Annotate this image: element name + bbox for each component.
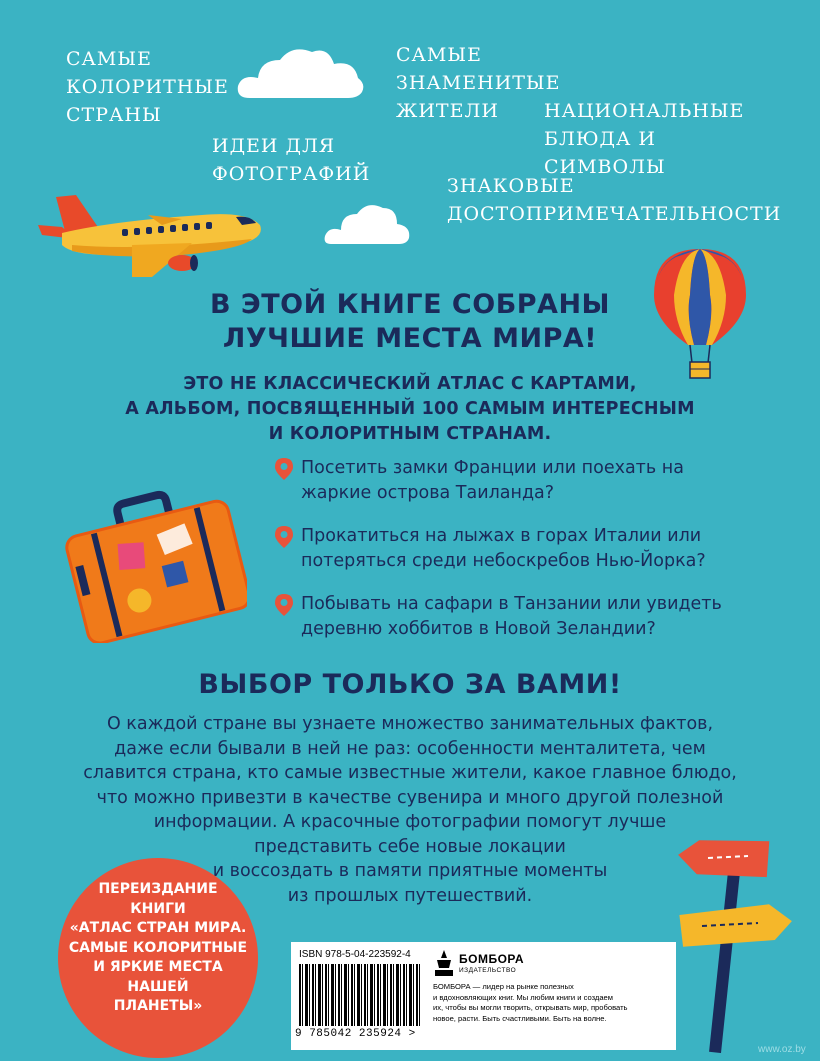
description-line: славится страна, кто самые известные жители, какое главное блюдо, [83,763,737,783]
topic-photo-ideas: ИДЕИ ДЛЯ ФОТОГРАФИЙ [212,135,371,185]
hot-air-balloon-icon [650,245,750,380]
reissue-line: И ЯРКИЕ МЕСТА [93,959,223,975]
publisher-name: БОМБОРА [459,952,525,966]
description-line: представить себе новые локации [254,836,566,857]
reissue-line: САМЫЕ КОЛОРИТНЫЕ [68,939,248,956]
cloud-icon [236,44,366,100]
list-item-line-1: Прокатиться на лыжах в горах Италии или [301,526,702,546]
reissue-line: ПЛАНЕТЫ» [113,998,203,1014]
description-line: даже если бывали в ней не раз: особенности менталитета, чем [114,738,706,759]
intro-text [120,372,700,447]
topic-national-dishes: НАЦИОНАЛЬНЫЕ БЛЮДА И СИМВОЛЫ [544,100,745,178]
watermark: www.oz.by [758,1044,806,1055]
publisher-blurb-line: их, чтобы вы могли творить, открывать мир, пробовать [433,1003,628,1012]
cloud-icon [323,200,411,246]
description-line: из прошлых путешествий. [287,885,533,906]
reissue-badge [58,858,258,1058]
location-pin-icon [275,458,293,480]
topic-landmarks: ЗНАКОВЫЕ ДОСТОПРИМЕЧАТЕЛЬНОСТИ [447,175,782,225]
intro-line-1: ЭТО НЕ КЛАССИЧЕСКИЙ АТЛАС С КАРТАМИ, [183,374,637,394]
location-pin-icon [275,594,293,616]
topic-famous-residents: САМЫЕ ЗНАМЕНИТЫЕ ЖИТЕЛИ [396,44,561,122]
bombora-logo-icon [433,950,455,976]
publisher-blurb-line: БОМБОРА — лидер на рынке полезных [433,982,574,991]
headline [200,288,620,356]
publisher-blurb [433,982,673,1024]
intro-line-2: А АЛЬБОМ, ПОСВЯЩЕННЫЙ 100 САМЫМ ИНТЕРЕСНЫМ [125,399,695,419]
barcode-panel [291,942,676,1050]
signpost-icon [668,828,798,1053]
description-line: информации. А красочные фотографии помогут лучше [153,812,667,832]
intro-line-3: И КОЛОРИТНЫМ СТРАНАМ. [268,424,552,444]
airplane-icon [32,185,272,280]
list-item-line-2: жаркие острова Таиланда? [301,483,555,503]
suitcase-icon [62,488,247,643]
reissue-line: ПЕРЕИЗДАНИЕ [98,881,218,897]
list-item-line-1: Посетить замки Франции или поехать на [301,458,684,478]
description-line: что можно привезти в качестве сувенира и много другой полезной [96,787,724,808]
description-line: О каждой стране вы узнаете множество занимательных фактов, [106,714,714,734]
publisher-blurb-line: новое, расти. Быть счастливыми. Быть на волне. [433,1013,607,1023]
choice-heading: ВЫБОР ТОЛЬКО ЗА ВАМИ! [198,669,622,700]
list-item [275,456,755,506]
barcode [299,964,421,1026]
bullet-list [275,456,755,642]
list-item-line-2: деревню хоббитов в Новой Зеландии? [301,619,656,639]
topic-colorful-countries: САМЫЕ КОЛОРИТНЫЕ СТРАНЫ [66,48,229,126]
headline-line-1: В ЭТОЙ КНИГЕ СОБРАНЫ [209,289,611,320]
publisher-blurb-line: и вдохновляющих книг. Мы любим книги и создаем [433,992,614,1002]
publisher-sub: ИЗДАТЕЛЬСТВО [459,967,517,974]
list-item-line-2: потеряться среди небоскребов Нью-Йорка? [301,551,706,571]
reissue-line: КНИГИ [130,900,186,917]
headline-line-2: ЛУЧШИЕ МЕСТА МИРА! [222,323,598,354]
reissue-line: «АТЛАС СТРАН МИРА. [69,920,247,936]
barcode-digits: 9 785042 235924 > [295,1028,416,1040]
description-line: и воссоздать в памяти приятные моменты [212,861,608,881]
reissue-line: НАШЕЙ [127,978,189,995]
list-item [275,592,755,642]
list-item-line-1: Побывать на сафари в Танзании или увидеть [301,594,722,614]
list-item [275,524,755,574]
isbn-label: ISBN 978-5-04-223592-4 [299,949,411,960]
location-pin-icon [275,526,293,548]
